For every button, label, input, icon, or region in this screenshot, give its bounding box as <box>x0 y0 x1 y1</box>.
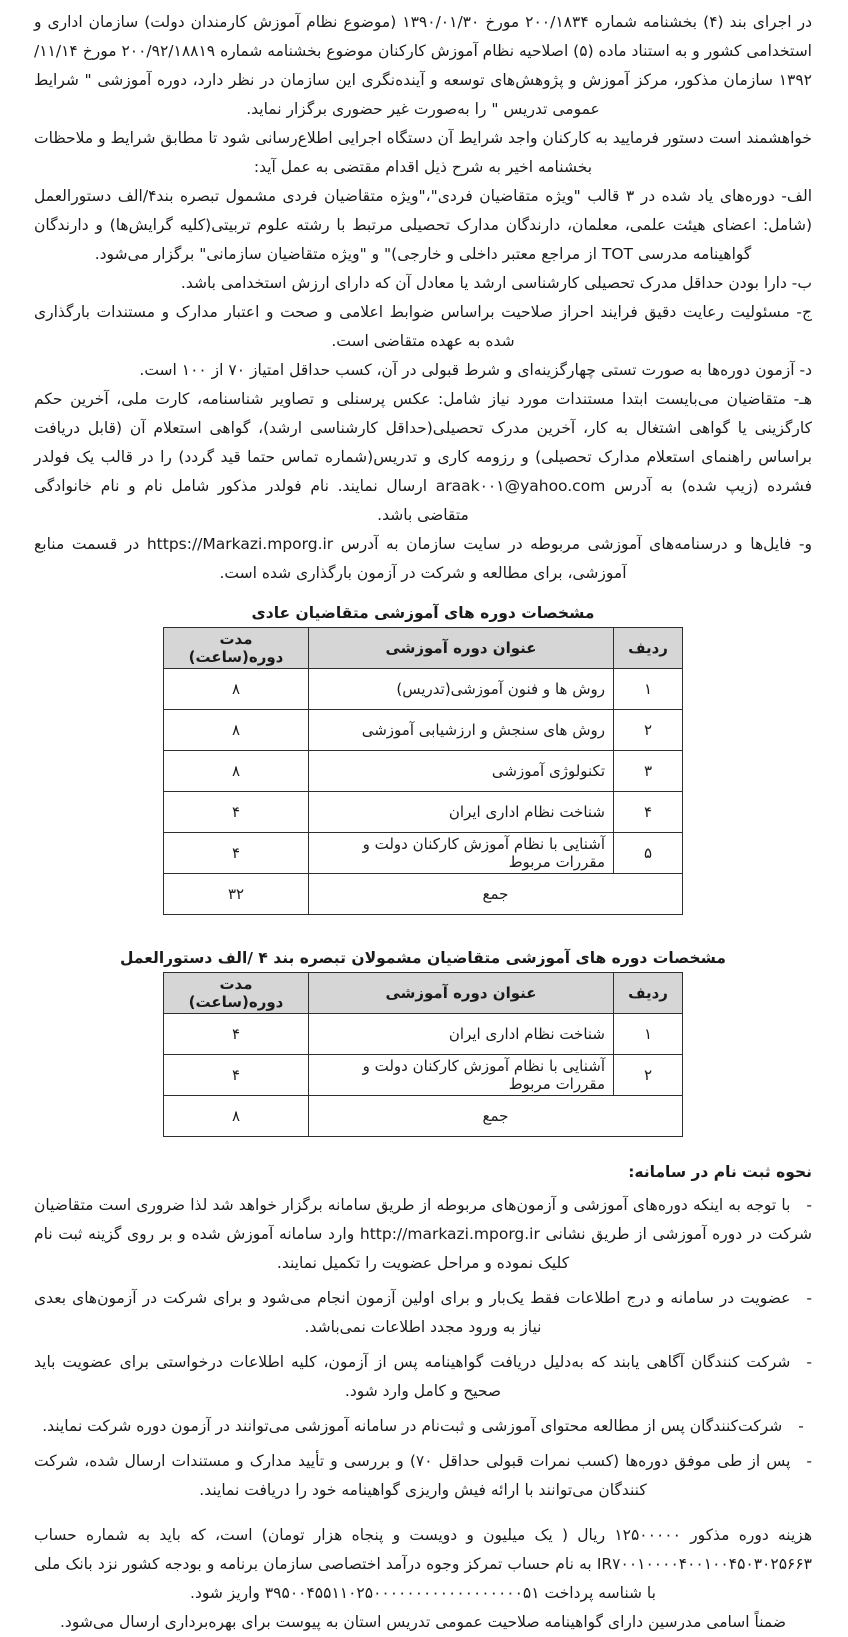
request-paragraph: خواهشمند است دستور فرمایید به کارکنان واجد شرایط آن دستگاه اجرایی اطلاع‌رسانی شود تا مطابق شرایط و ملاحظات بخشنامه اخیر به شرح ذیل اقدام مقتضی به عمل آید: <box>34 129 812 176</box>
item-alef: الف- دوره‌های یاد شده در ۳ قالب "ویژه متقاضیان فردی"،"ویژه متقاضیان فردی مشمول تبصره بند۴/الف دستورالعمل (شامل: اعضای هیئت علمی، معلمان، دارندگان مدارک تحصیلی مرتبط با رشته علوم تربیتی(کلیه گرایش‌ها) و دارندگان گواهینامه مدرسی TOT از مراجع معتبر داخلی و خارجی)" و "ویژه متقاضیان سازمانی" برگزار می‌شود. <box>34 187 813 263</box>
item-he: هـ- متقاضیان می‌بایست ابتدا مستندات مورد نیاز شامل: عکس پرسنلی و تصاویر شناسنامه، کارت ملی، آخرین حکم کارگزینی یا گواهی اشتغال به کار، آخرین مدرک تحصیلی(حداقل کارشناسی ارشد)، گواهی استعلام آن (قابل دریافت براساس راهنمای استعلام مدارک تحصیلی) و رزومه کاری و تدریس(شماره تماس حتما قید گردد) را در قالب یک فولدر فشرده (زیپ شده) به آدرس araak۰۰۱@yahoo.com ارسال نمایند. نام فولدر مذکور شامل نام و نام خانوادگی متقاضی باشد. <box>34 390 812 524</box>
intro-paragraph: در اجرای بند (۴) بخشنامه شماره ۲۰۰/۱۸۳۴ مورخ ۱۳۹۰/۰۱/۳۰ (موضوع نظام آموزش کارمندان دولت) سازمان اداری و استخدامی کشور و به استناد ماده (۵) اصلاحیه نظام آموزش کارکنان موضوع بخشنامه شماره ۲۰۰/۹۲/۱۸۸۱۹ مورخ ۱۱/۱۴/ ۱۳۹۲ سازمان مذکور، مرکز آموزش و پژوهش‌های توسعه و آینده‌نگری این سازمان در نظر دارد، دوره آموزشی " شرایط عمومی تدریس " را به‌صورت غیر حضوری برگزار نماید. <box>34 13 813 118</box>
duration-cell: ۴ <box>164 1014 309 1055</box>
tabsareh-courses-table-title: مشخصات دوره های آموزشی متقاضیان مشمولان تبصره بند ۴ /الف دستورالعمل <box>120 949 726 967</box>
registration-section-heading: نحوه ثبت نام در سامانه: <box>628 1163 812 1181</box>
bullet-dash-marker: - <box>806 1289 812 1307</box>
header-row-no: ردیف <box>614 973 683 1014</box>
bullet-text: شرکت‌کنندگان پس از مطالعه محتوای آموزشی و ثبت‌نام در سامانه آموزشی می‌توانند در آزمون دوره شرکت نمایند. <box>42 1417 783 1435</box>
course-title-cell: روش های سنجش و ارزشیابی آموزشی <box>309 710 614 751</box>
bullet-text: عضویت در سامانه و درج اطلاعات فقط یک‌بار و برای اولین آزمون انجام می‌شود و برای شرکت در آزمون‌های بعدی نیاز به ورود مجدد اطلاعات نمی‌باشد. <box>34 1289 791 1336</box>
payment-paragraph: هزینه دوره مذکور ۱۲۵۰۰۰۰۰ ریال ( یک میلیون و دویست و پنجاه هزار تومان) است، که باید به شماره حساب IR۷۰۰۱۰۰۰۰۴۰۰۱۰۰۴۵۰۳۰۲۵۶۶۳ به نام حساب تمرکز وجوه درآمد اختصاصی سازمان برنامه و بودجه کشور نزد بانک ملی با شناسه پرداخت ۳۹۵۰۰۴۵۵۱۱۰۲۵۰۰۰۰۰۰۰۰۰۰۰۰۰۰۰۰۰۰۵۱ واریز شود. <box>34 1526 812 1602</box>
registration-bullet <box>34 1284 812 1342</box>
item-dal: د- آزمون دوره‌ها به صورت تستی چهارگزینه‌ای و شرط قبولی در آن، کسب حداقل امتیاز ۷۰ از ۱۰۰ است. <box>139 361 812 379</box>
bullet-text: شرکت کنندگان آگاهی یابند که به‌دلیل دریافت گواهینامه پس از آزمون، کلیه اطلاعات درخواستی برای عضویت باید صحیح و کامل وارد شود. <box>34 1353 791 1400</box>
bullet-dash-marker: - <box>806 1353 812 1371</box>
header-duration: مدت دوره(ساعت) <box>164 628 309 669</box>
regular-courses-table-title: مشخصات دوره های آموزشی متقاضیان عادی <box>251 604 595 622</box>
table-header-row <box>164 628 683 669</box>
table-row <box>164 669 683 710</box>
duration-cell: ۸ <box>164 710 309 751</box>
item-be: ب- دارا بودن حداقل مدرک تحصیلی کارشناسی ارشد یا معادل آن که دارای ارزش استخدامی باشد. <box>180 274 812 292</box>
total-label-cell: جمع <box>309 1096 683 1137</box>
bullet-text: پس از طی موفق دوره‌ها (کسب نمرات قبولی حداقل ۷۰) و بررسی و تأیید مدارک و مستندات ارسال شده، شرکت کنندگان می‌توانند با ارائه فیش واریزی گواهینامه خود را دریافت نمایند. <box>34 1452 791 1499</box>
regular-courses-table <box>163 627 683 915</box>
header-duration: مدت دوره(ساعت) <box>164 973 309 1014</box>
course-title-cell: آشنایی با نظام آموزش کارکنان دولت و مقررات مربوط <box>309 1055 614 1096</box>
registration-bullet <box>34 1348 812 1406</box>
total-label-cell: جمع <box>309 874 683 915</box>
tabsareh-courses-table <box>163 972 683 1137</box>
duration-cell: ۸ <box>164 669 309 710</box>
bullet-dash-marker: - <box>806 1452 813 1470</box>
table-row <box>164 751 683 792</box>
header-course-title: عنوان دوره آموزشی <box>309 628 614 669</box>
row-number-cell: ۵ <box>614 833 683 874</box>
duration-cell: ۴ <box>164 1055 309 1096</box>
spacer <box>34 1511 812 1521</box>
closing-paragraph: ضمناً اسامی مدرسین دارای گواهینامه صلاحیت عمومی تدریس استان به پیوست برای بهره‌برداری ارسال می‌شود. <box>60 1613 786 1631</box>
row-number-cell: ۴ <box>614 792 683 833</box>
row-number-cell: ۱ <box>614 669 683 710</box>
row-number-cell: ۲ <box>614 1055 683 1096</box>
registration-bullet <box>34 1191 812 1278</box>
table-header-row <box>164 973 683 1014</box>
row-number-cell: ۱ <box>614 1014 683 1055</box>
row-number-cell: ۲ <box>614 710 683 751</box>
spacer <box>34 915 812 933</box>
registration-bullet <box>34 1412 812 1441</box>
course-title-cell: شناخت نظام اداری ایران <box>309 792 614 833</box>
item-jim: ج- مسئولیت رعایت دقیق فرایند احراز صلاحیت براساس ضوابط اعلامی و صحت و اعتبار مدارک و مستندات بارگذاری شده به عهده متقاضی است. <box>34 303 812 350</box>
table-total-row <box>164 1096 683 1137</box>
table-row <box>164 1055 683 1096</box>
row-number-cell: ۳ <box>614 751 683 792</box>
duration-cell: ۴ <box>164 792 309 833</box>
course-title-cell: آشنایی با نظام آموزش کارکنان دولت و مقررات مربوط <box>309 833 614 874</box>
header-course-title: عنوان دوره آموزشی <box>309 973 614 1014</box>
bullet-text: با توجه به اینکه دوره‌های آموزشی و آزمون‌های مربوطه از طریق سامانه برگزار خواهد شد لذا ضروری است متقاضیان شرکت در دوره آموزشی از طریق نشانی http://markazi.mporg.ir وارد سامانه آموزش شده و بر روی گزینه ثبت نام کلیک نموده و مراحل عضویت را تکمیل نمایند. <box>34 1196 812 1272</box>
registration-bullet <box>34 1447 812 1505</box>
total-hours-cell: ۳۲ <box>164 874 309 915</box>
duration-cell: ۴ <box>164 833 309 874</box>
item-vav: و- فایل‌ها و درسنامه‌های آموزشی مربوطه در سایت سازمان به آدرس https://Markazi.mporg.ir در قسمت منابع آموزشی، برای مطالعه و شرکت در آزمون بارگذاری شده است. <box>34 535 813 582</box>
course-title-cell: روش ها و فنون آموزشی(تدریس) <box>309 669 614 710</box>
bullet-dash-marker: - <box>798 1417 804 1435</box>
table-row <box>164 833 683 874</box>
table-row <box>164 1014 683 1055</box>
course-title-cell: شناخت نظام اداری ایران <box>309 1014 614 1055</box>
table-row <box>164 710 683 751</box>
course-title-cell: تکنولوژی آموزشی <box>309 751 614 792</box>
table-total-row <box>164 874 683 915</box>
duration-cell: ۸ <box>164 751 309 792</box>
bullet-dash-marker: - <box>806 1196 812 1214</box>
table-row <box>164 792 683 833</box>
total-hours-cell: ۸ <box>164 1096 309 1137</box>
header-row-no: ردیف <box>614 628 683 669</box>
